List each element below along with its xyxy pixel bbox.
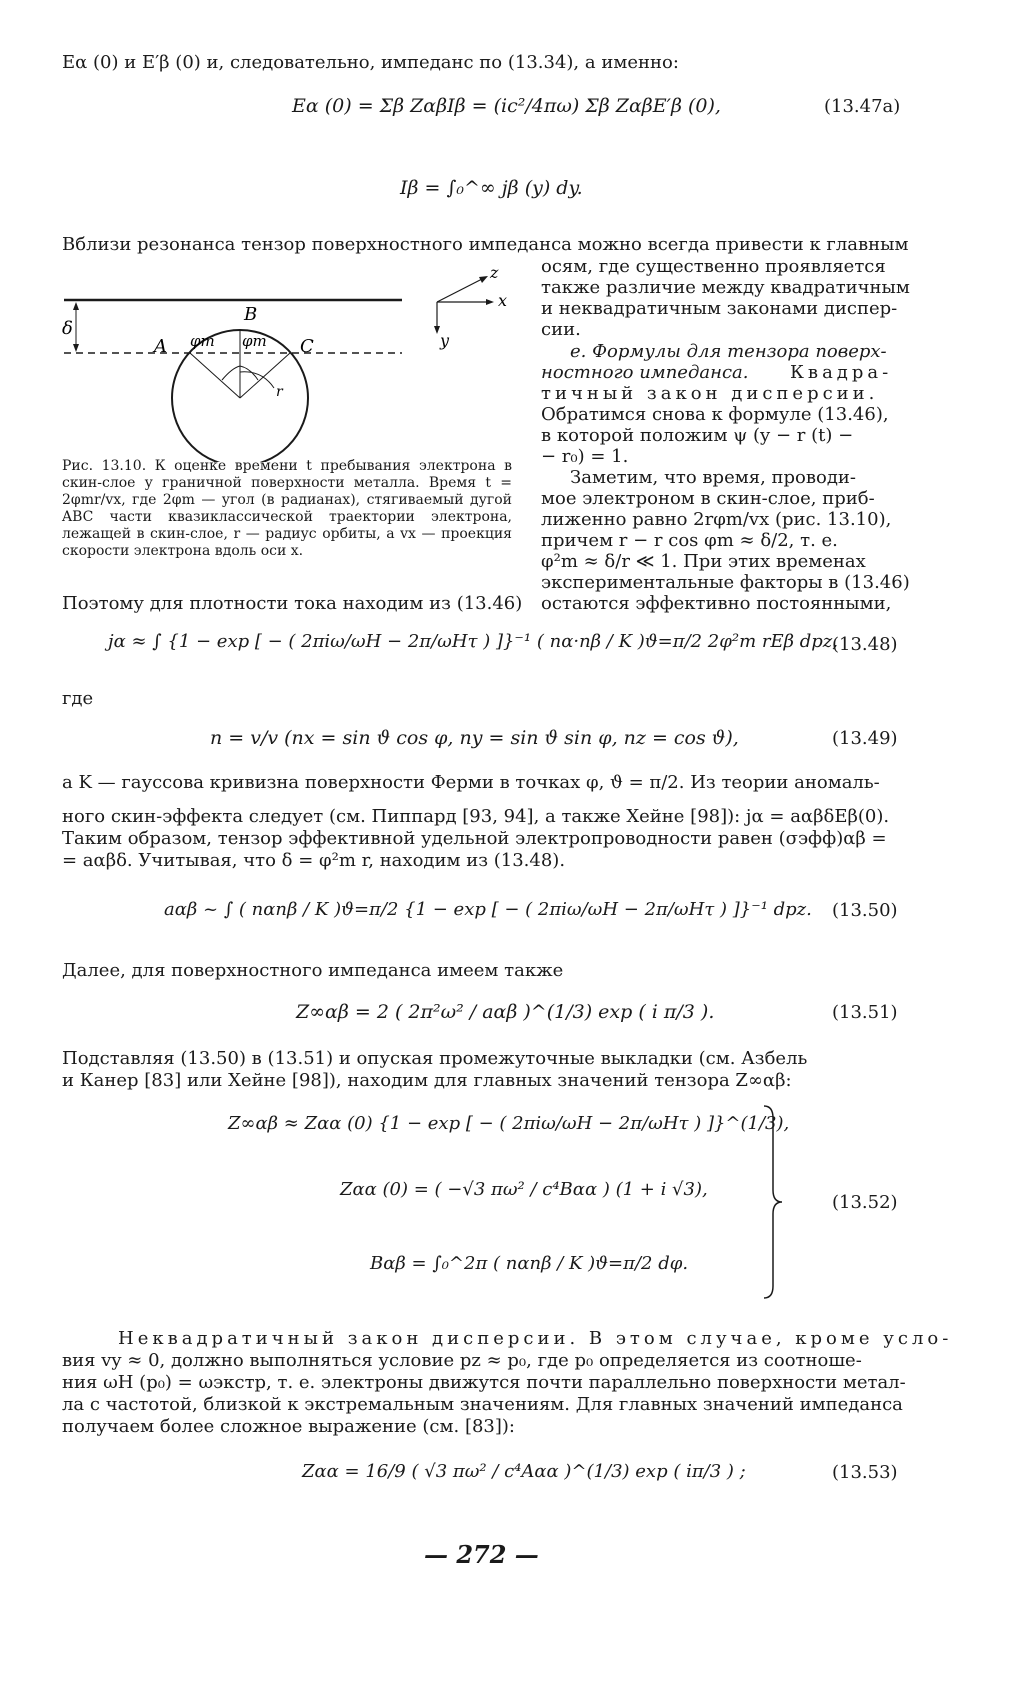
equation-number-13-49: (13.49) bbox=[832, 728, 898, 749]
equation-13-52-brace bbox=[762, 1104, 784, 1300]
section-e-body-line11: экспериментальные факторы в (13.46) bbox=[541, 572, 910, 593]
label-a: A bbox=[154, 336, 167, 357]
label-x: x bbox=[498, 291, 508, 310]
section-e-body-line2: тичный закон дисперсии. bbox=[541, 383, 879, 404]
axis-z-arrow bbox=[479, 276, 488, 283]
equation-number-13-51: (13.51) bbox=[832, 1002, 898, 1023]
paragraph-nonquadratic-line1: Неквадратичный закон дисперсии. В этом случае, кроме усло- bbox=[118, 1328, 953, 1349]
label-c: C bbox=[300, 336, 314, 357]
radius-r bbox=[240, 372, 274, 388]
label-b: B bbox=[244, 304, 258, 325]
label-y: y bbox=[440, 331, 450, 350]
label-phi-right: φm bbox=[242, 332, 267, 350]
paragraph-resonance-line5: сии. bbox=[541, 319, 581, 340]
paragraph-substituting-line1: Подставляя (13.50) в (13.51) и опуская промежуточные выкладки (см. Азбель bbox=[62, 1048, 808, 1069]
paragraph-resonance-line2: осям, где существенно проявляется bbox=[541, 256, 886, 277]
axis-x-arrow bbox=[486, 299, 494, 305]
equation-13-52-line2: Zαα (0) = ( −√3 πω² / c⁴Bαα ) (1 + i √3), bbox=[340, 1179, 708, 1200]
delta-arrow-up bbox=[73, 302, 79, 310]
equation-number-13-48: (13.48) bbox=[832, 634, 898, 655]
intro-line: Eα (0) и E′β (0) и, следовательно, импеданс по (13.34), а именно: bbox=[62, 52, 679, 73]
section-e-body-line9: причем r − r cos φm ≈ δ/2, т. е. bbox=[541, 530, 838, 551]
section-e-body-line3: Обратимся снова к формуле (13.46), bbox=[541, 404, 889, 425]
angle-arc-left bbox=[222, 366, 240, 380]
paragraph-gauss-line1: а K — гауссова кривизна поверхности Ферми в точках φ, ϑ = π/2. Из теории аномаль- bbox=[62, 772, 880, 793]
axis-z bbox=[437, 278, 484, 302]
paragraph-gauss-line3: Таким образом, тензор эффективной удельной электропроводности равен (σэфф)αβ = bbox=[62, 828, 887, 849]
label-delta: δ bbox=[62, 318, 73, 339]
label-r: r bbox=[276, 384, 283, 400]
section-e-body-line1: Квадра- bbox=[790, 362, 893, 383]
delta-arrow-down bbox=[73, 344, 79, 352]
equation-13-47a: Eα (0) = Σβ ZαβIβ = (ic²/4πω) Σβ ZαβE′β (0), bbox=[292, 95, 721, 117]
section-e-body-line5: − r₀) = 1. bbox=[541, 446, 629, 467]
text-where: где bbox=[62, 688, 94, 709]
section-e-body-line8: лиженно равно 2rφm/vx (рис. 13.10), bbox=[541, 509, 892, 530]
paragraph-gauss-line2: ного скин-эффекта следует (см. Пиппард [93, 94], а также Хейне [98]): jα = aαβδEβ(0). bbox=[62, 806, 890, 827]
equation-13-52-line1: Z∞αβ ≈ Zαα (0) {1 − exp [ − ( 2πiω/ωH − 2π/ωHτ ) ]}^(1/3), bbox=[228, 1113, 790, 1134]
equation-13-50: aαβ ~ ∫ ( nαnβ / K )ϑ=π/2 {1 − exp [ − ( 2πiω/ωH − 2π/ωHτ ) ]}⁻¹ dpz. bbox=[164, 899, 812, 920]
figure-caption: Рис. 13.10. К оценке времени t пребывания электрона в скин-слое у граничной поверхности металла. Время t = 2φmr/vx, где 2φm — угол (в радианах), стягиваемый дугой ABC части квазиклассической траектории электрона, лежащей в скин-слое, r — радиус орбиты, а vx — проекция скорости электрона вдоль оси x. bbox=[62, 458, 512, 559]
paragraph-resonance-line3: также различие между квадратичным bbox=[541, 277, 910, 298]
paragraph-gauss-line4: = aαβδ. Учитывая, что δ = φ²m r, находим из (13.48). bbox=[62, 850, 566, 871]
paragraph-nonquadratic-line5: получаем более сложное выражение (см. [83]): bbox=[62, 1416, 515, 1437]
equation-number-13-52: (13.52) bbox=[832, 1192, 898, 1213]
paragraph-nonquadratic-line3: ния ωH (p₀) = ωэкстр, т. е. электроны движутся почти параллельно поверхности метал- bbox=[62, 1372, 906, 1393]
equation-number-13-50: (13.50) bbox=[832, 900, 898, 921]
equation-number-13-47a: (13.47a) bbox=[824, 96, 901, 117]
equation-i-beta: Iβ = ∫₀^∞ jβ (y) dy. bbox=[400, 177, 583, 199]
paragraph-substituting-line2: и Канер [83] или Хейне [98]), находим для главных значений тензора Z∞αβ: bbox=[62, 1070, 792, 1091]
paragraph-nonquadratic-line4: ла с частотой, близкой к экстремальным значениям. Для главных значений импеданса bbox=[62, 1394, 903, 1415]
equation-13-51: Z∞αβ = 2 ( 2π²ω² / aαβ )^(1/3) exp ( i π/3 ). bbox=[296, 1001, 715, 1023]
equation-13-53: Zαα = 16/9 ( √3 πω² / c⁴Aαα )^(1/3) exp ( iπ/3 ) ; bbox=[302, 1461, 746, 1482]
paragraph-resonance-line1: Вблизи резонанса тензор поверхностного импеданса можно всегда привести к главным bbox=[62, 234, 909, 255]
section-e-body-line4: в которой положим ψ (y − r (t) − bbox=[541, 425, 854, 446]
section-e-title-line1: е. Формулы для тензора поверх- bbox=[570, 341, 887, 362]
section-e-body-line7: мое электроном в скин-слое, приб- bbox=[541, 488, 875, 509]
section-e-body-line6: Заметим, что время, проводи- bbox=[570, 467, 857, 488]
equation-13-49: n = v/v (nx = sin ϑ cos φ, ny = sin ϑ sin φ, nz = cos ϑ), bbox=[210, 727, 739, 749]
label-z: z bbox=[490, 263, 499, 282]
equation-13-48: jα ≈ ∫ {1 − exp [ − ( 2πiω/ωH − 2π/ωHτ ) ]}⁻¹ ( nα·nβ / K )ϑ=π/2 2φ²m rEβ dpz, bbox=[108, 631, 838, 652]
label-phi-left: φm bbox=[190, 332, 215, 350]
page-number: — 272 — bbox=[424, 1540, 539, 1569]
paragraph-nonquadratic-line2: вия vy ≈ 0, должно выполняться условие pz ≈ p₀, где p₀ определяется из соотноше- bbox=[62, 1350, 862, 1371]
line-current-density: Поэтому для плотности тока находим из (13.46) bbox=[62, 593, 523, 614]
section-e-body-line12: остаются эффективно постоянными, bbox=[541, 593, 892, 614]
line-further: Далее, для поверхностного импеданса имеем также bbox=[62, 960, 564, 981]
equation-13-52-line3: Bαβ = ∫₀^2π ( nαnβ / K )ϑ=π/2 dφ. bbox=[370, 1253, 689, 1274]
paragraph-resonance-line4: и неквадратичным законами диспер- bbox=[541, 298, 898, 319]
section-e-title-line2: ностного импеданса. bbox=[541, 362, 749, 383]
equation-number-13-53: (13.53) bbox=[832, 1462, 898, 1483]
radius-a bbox=[190, 353, 240, 398]
figure-13-10 bbox=[62, 262, 522, 462]
section-e-body-line10: φ²m ≈ δ/r ≪ 1. При этих временах bbox=[541, 551, 866, 572]
